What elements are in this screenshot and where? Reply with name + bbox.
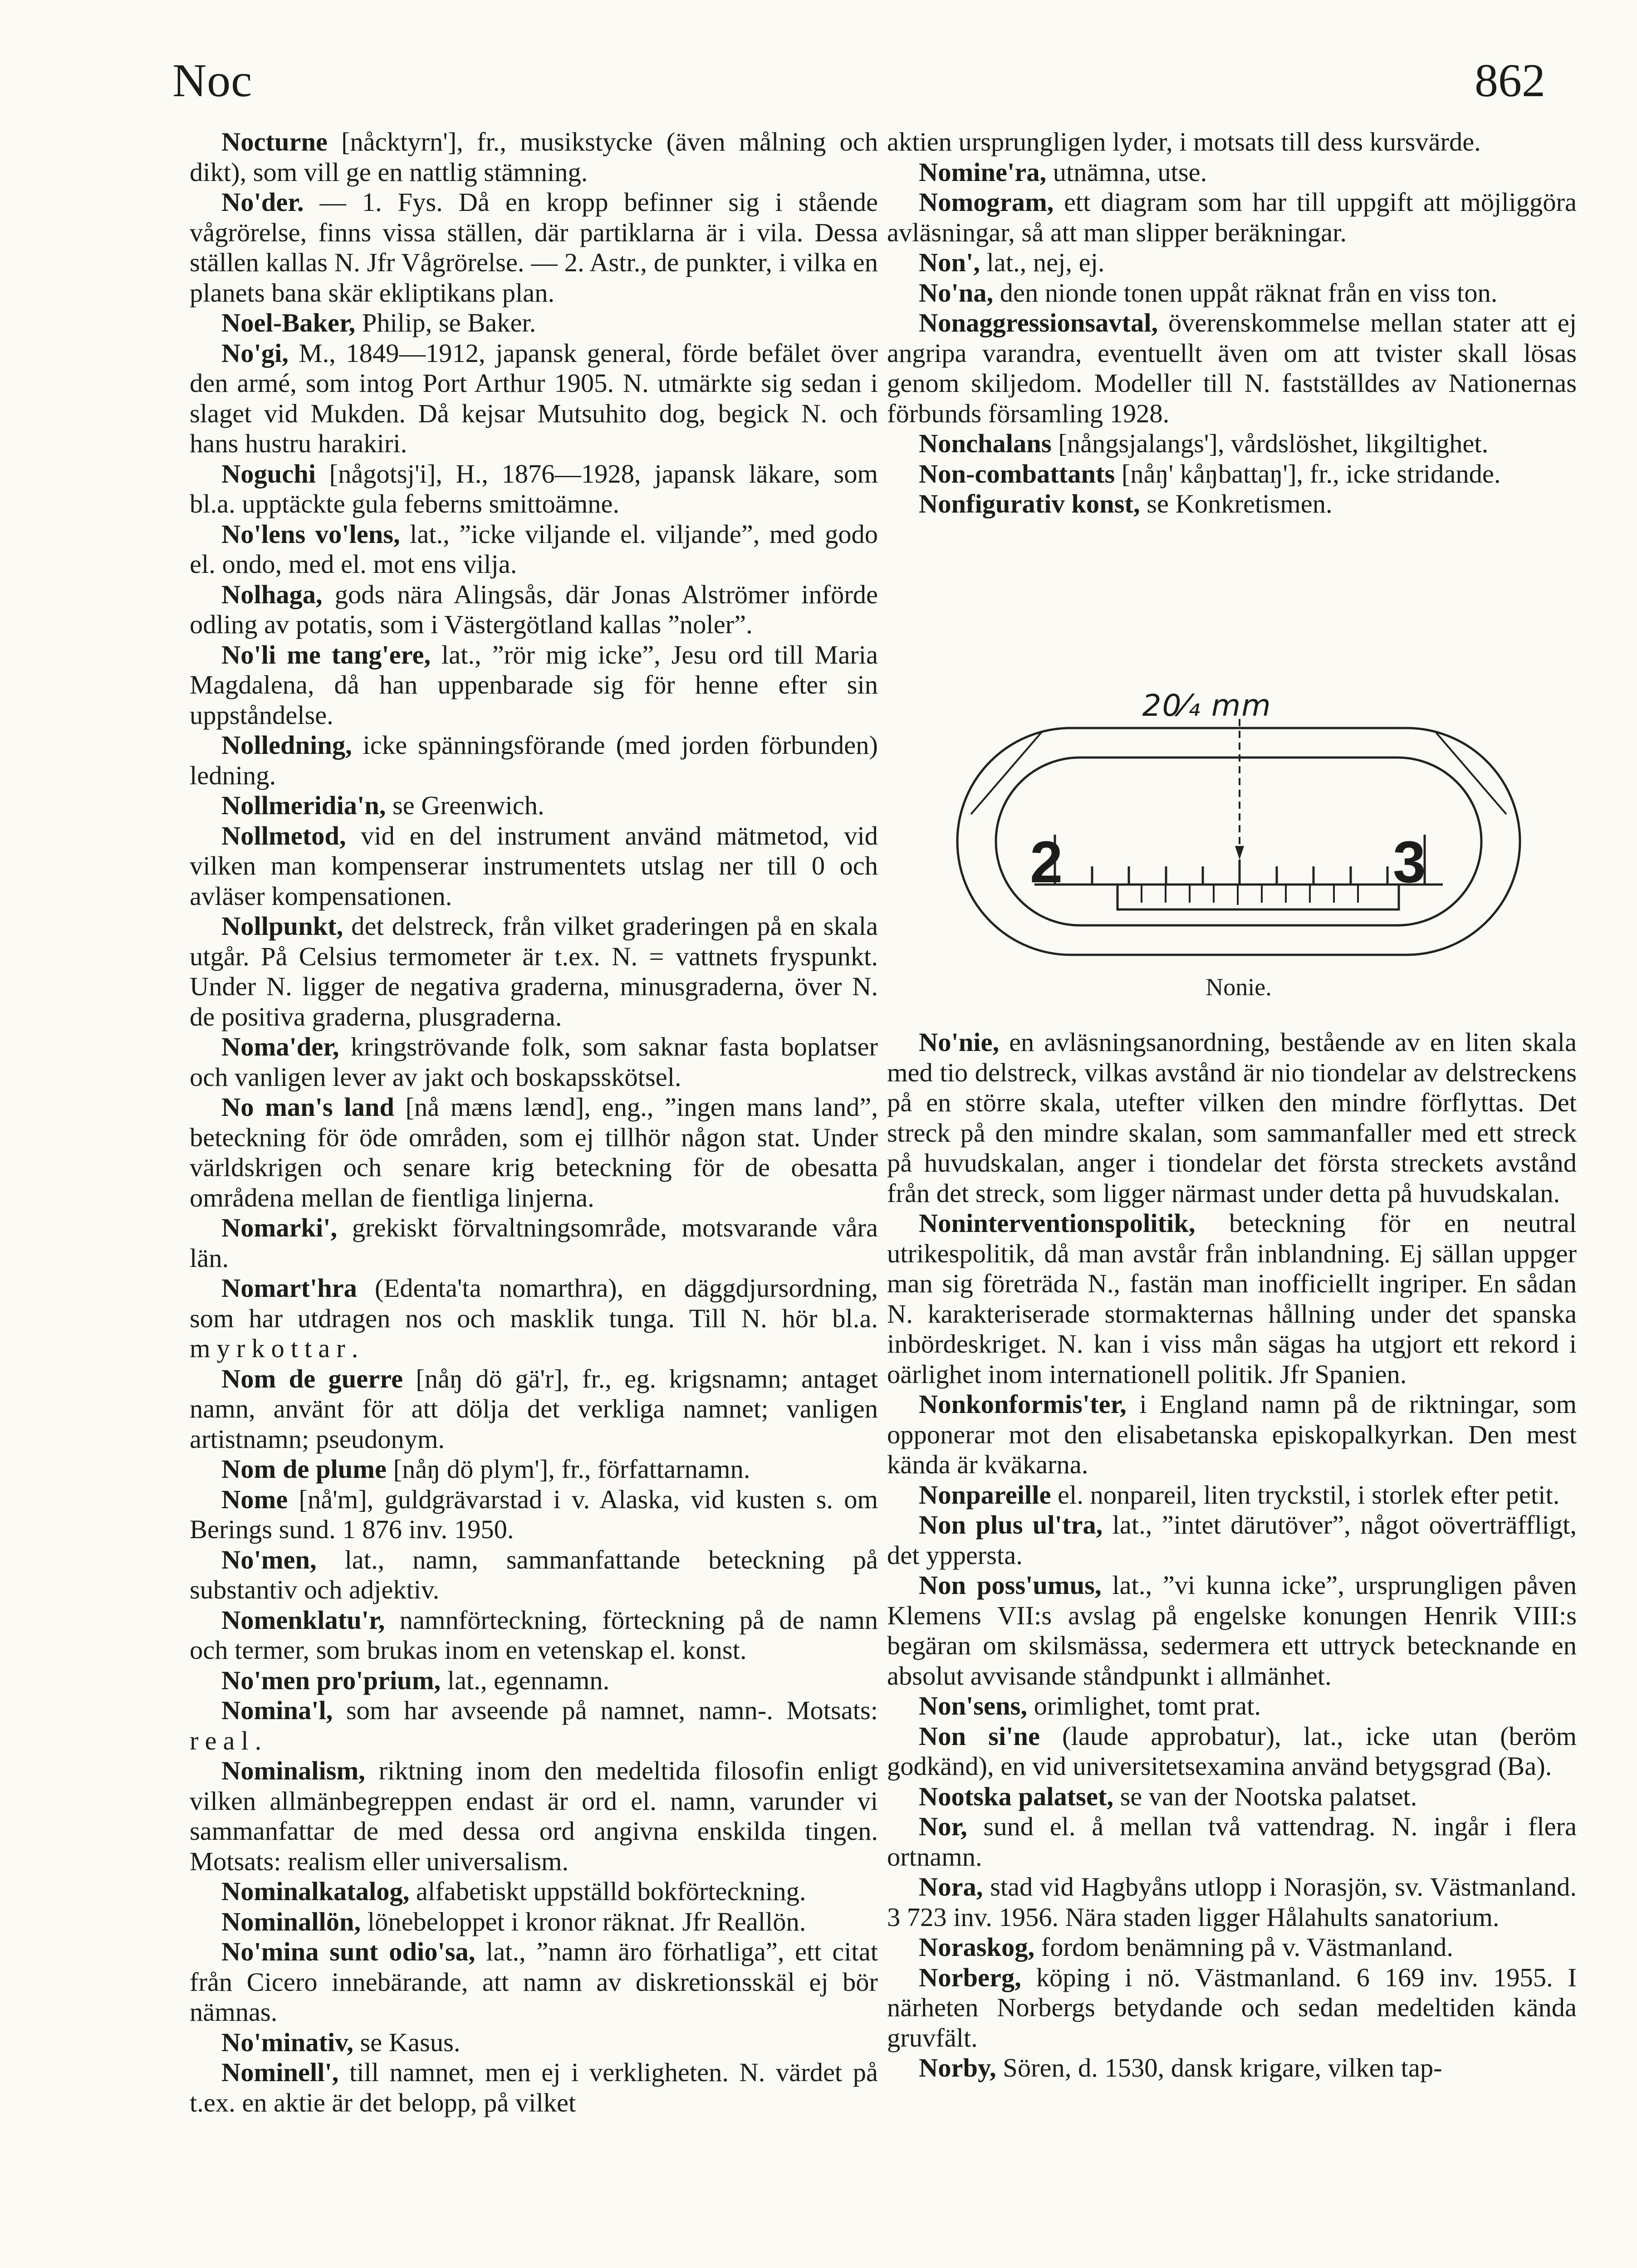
entry-text: som har avseende på namnet, namn-. Motsats: [333, 1696, 878, 1725]
entry-text: lönebeloppet i kronor räknat. Jfr Reallön. [361, 1906, 806, 1936]
dictionary-entry [887, 1782, 1577, 1812]
entry-headword: Nominalkatalog, [221, 1877, 410, 1906]
dictionary-entry [887, 1208, 1577, 1389]
entry-headword: No'minativ, [221, 2027, 353, 2057]
entry-headword: Nocturne [221, 127, 328, 156]
entry-headword: No'li me tang'ere, [221, 640, 431, 670]
entry-headword: Nolhaga, [221, 579, 323, 609]
dictionary-entry [887, 1963, 1577, 2053]
dictionary-entry [190, 127, 878, 187]
dictionary-entry [190, 1092, 878, 1213]
dictionary-entry [190, 1364, 878, 1455]
entry-headword: Nomogram, [919, 187, 1054, 217]
entry-headword: Nomarki', [221, 1213, 338, 1242]
entry-text: lat., namn, sammanfattande beteckning på substantiv och adjektiv. [190, 1545, 878, 1604]
entry-headword: Nominalism, [221, 1756, 365, 1785]
page-number: 862 [1475, 54, 1545, 107]
entry-headword: Nomina'l, [221, 1696, 333, 1725]
entry-headword: Non-combattants [919, 459, 1115, 489]
dictionary-entry [887, 1812, 1577, 1872]
dictionary-entry [190, 187, 878, 308]
dictionary-entry [190, 1485, 878, 1545]
entry-text: namnförteckning, förteckning på de namn och termer, som brukas inom en vetenskap el. konst. [190, 1605, 878, 1665]
entry-headword: Nom de plume [221, 1454, 387, 1484]
entry-headword: Nonaggressionsavtal, [919, 308, 1158, 337]
dictionary-entry [887, 157, 1577, 188]
entry-headword: Nomenklatu'r, [221, 1605, 385, 1635]
entry-headword: Nollmetod, [221, 821, 346, 850]
entry-text: stad vid Hagbyåns utlopp i Norasjön, sv. Västmanland. 3 723 inv. 1956. Nära staden ligger Hålahults sanatorium. [887, 1872, 1577, 1932]
dictionary-entry [190, 580, 878, 640]
left-column [190, 127, 878, 2118]
dictionary-entry [190, 1273, 878, 1364]
entry-text: (laude approbatur), lat., icke utan (beröm godkänd), en vid universitetsexamina använd betygsgrad (Ba). [887, 1721, 1577, 1781]
entry-text: riktning inom den medeltida filosofin enligt vilken allmänbegreppen endast är ord el. namn, varunder vi sammanfattar de med dessa ord angivna enskilda tingen. Motsats: realism eller universalism. [190, 1756, 878, 1876]
dictionary-entry [190, 1666, 878, 1696]
entry-headword: No'nie, [919, 1027, 1000, 1057]
entry-headword: Nora, [919, 1872, 983, 1901]
dictionary-entry [887, 429, 1577, 459]
entry-headword: Non si'ne [919, 1721, 1040, 1751]
entry-text: M., 1849—1912, japansk general, förde befälet över den armé, som intog Port Arthur 1905. N. utmärkte sig sedan i slaget vid Mukden. Då kejsar Mutsuhito dog, begick N. och hans hustru harakiri. [190, 338, 878, 458]
dictionary-entry [190, 519, 878, 580]
dictionary-entry [190, 2028, 878, 2058]
dictionary-entry [190, 640, 878, 731]
dictionary-entry [887, 2053, 1577, 2083]
dictionary-entry [887, 1027, 1577, 1208]
entry-headword: Norby, [919, 2053, 996, 2082]
entry-text: den nionde tonen uppåt räknat från en viss ton. [993, 278, 1498, 308]
entry-text: [nångsjalangs'], vårdslöshet, likgiltighet. [1051, 429, 1489, 458]
entry-headword: Noninterventionspolitik, [919, 1208, 1196, 1238]
vernier-plate [1117, 885, 1399, 909]
entry-text: ett diagram som har till uppgift att möjliggöra avläsningar, så att man slipper beräkningar. [887, 187, 1577, 247]
entry-text: se Greenwich. [386, 791, 544, 820]
entry-text: (Edenta'ta nomarthra), en däggdjursordning, som har utdragen nos och masklik tunga. Till N. hör bl.a. [190, 1273, 878, 1333]
dictionary-entry [887, 187, 1577, 248]
entry-headword: No'men pro'prium, [221, 1665, 441, 1695]
entry-headword: Non poss'umus, [919, 1570, 1102, 1600]
entry-headword: Non', [919, 248, 980, 277]
entry-text: [nåcktyrn'], fr., musikstycke (även målning och dikt), som vill ge en nattlig stämning. [190, 127, 878, 187]
figure-caption: Nonie. [1206, 973, 1272, 1001]
entry-headword: No'na, [919, 278, 994, 308]
entry-text: grekiskt förvaltningsområde, motsvarande våra län. [190, 1213, 878, 1273]
entry-text: se Konkretismen. [1140, 489, 1333, 518]
entry-text: beteckning för en neutral utrikespolitik, då man avstår från inblandning. Ej sällan uppger man sig företräda N., fastän man inofficiellt ingriper. En sådan N. karakteriserade stormakternas hållning under det spanska inbördeskriget. N. kan i viss mån sägas ha utgjort ett rekord i oärlighet inom internationell politik. Jfr Spanien. [887, 1208, 1577, 1389]
entry-headword: Nonkonformis'ter, [919, 1389, 1127, 1419]
dictionary-entry [887, 1872, 1577, 1932]
dictionary-entry [190, 1032, 878, 1092]
entry-text: vid en del instrument använd mätmetod, vid vilken man kompenserar instrumentets utslag ner till 0 och avläser kompensationen. [190, 821, 878, 911]
dictionary-entry [190, 1937, 878, 2028]
entry-text: [nå'm], guldgrävarstad i v. Alaska, vid kusten s. om Berings sund. 1 876 inv. 1950. [190, 1484, 878, 1544]
entry-text: [någotsj'i], H., 1876—1928, japansk läkare, som bl.a. upptäckte gula feberns smittoämne. [190, 459, 878, 518]
figure-number-left: 2 [1030, 829, 1063, 895]
entry-spaced-term: myrkottar [190, 1334, 352, 1363]
entry-tail: . [255, 1725, 262, 1755]
indicator-arrow [1235, 846, 1244, 860]
dictionary-entry [887, 1691, 1577, 1721]
entry-text: Sören, d. 1530, dansk krigare, vilken tap- [996, 2053, 1442, 2082]
entry-headword: No man's land [221, 1092, 394, 1122]
entry-text: lat., ”intet därutöver”, något oöverträffligt, det yppersta. [887, 1510, 1577, 1570]
dictionary-entry [190, 1454, 878, 1485]
dictionary-entry [190, 1877, 878, 1907]
entry-text: kringströvande folk, som saknar fasta boplatser och vanligen lever av jakt och boskapsskötsel. [190, 1032, 878, 1092]
entry-headword: Nom de guerre [221, 1364, 403, 1393]
dictionary-entry [190, 791, 878, 821]
entry-headword: Nootska palatset, [919, 1781, 1114, 1811]
entry-headword: Nominallön, [221, 1906, 361, 1936]
entry-text: lat., ”vi kunna icke”, ursprungligen påven Klemens VII:s avslag på engelske konungen Henrik VIII:s begäran om skilsmässa, sedermera ett uttryck betecknande en absolut avvisande ståndpunkt i allmänhet. [887, 1570, 1577, 1691]
entry-text: fordom benämning på v. Västmanland. [1034, 1932, 1453, 1962]
dictionary-entry [190, 1545, 878, 1605]
dictionary-entry [190, 821, 878, 912]
dictionary-entry [887, 489, 1577, 519]
entry-headword: Norberg, [919, 1962, 1021, 1992]
entry-headword: Nonpareille [919, 1480, 1051, 1510]
dictionary-entry [190, 1696, 878, 1756]
entry-headword: Nominell', [221, 2058, 339, 2087]
entry-text: el. nonpareil, liten tryckstil, i storlek efter petit. [1051, 1480, 1560, 1510]
entry-headword: No'gi, [221, 338, 289, 368]
entry-headword: Noguchi [221, 459, 316, 489]
entry-text: lat., ”icke viljande el. viljande”, med godo el. ondo, med el. mot ens vilja. [190, 519, 878, 579]
entry-text: — 1. Fys. Då en kropp befinner sig i stående vågrörelse, finns vissa ställen, där partiklarna är i vila. Dessa ställen kallas N. Jfr Vågrörelse. — 2. Astr., de punkter, i vilka en planets bana skär ekliptikans plan. [190, 187, 878, 308]
entry-text: [nå mæns lænd], eng., ”ingen mans land”, beteckning för öde områden, som ej tillhör någon stat. Under världskrigen och senare krig beteckning för de obesatta områdena mellan de fientliga linjerna. [190, 1092, 878, 1212]
dictionary-entry [887, 1510, 1577, 1570]
vernier-figure [944, 678, 1534, 1014]
dictionary-entry [887, 248, 1577, 278]
entry-text: alfabetiskt uppställd bokförteckning. [409, 1877, 806, 1906]
entry-headword: Nonchalans [919, 429, 1052, 458]
dictionary-entry [190, 2058, 878, 2118]
entry-headword: Nor, [919, 1812, 967, 1841]
dictionary-entry [887, 1570, 1577, 1691]
dictionary-entry [190, 911, 878, 1032]
right-column-top [887, 127, 1577, 519]
entry-headword: Nollpunkt, [221, 911, 343, 941]
vernier-ticks [1142, 885, 1358, 905]
dictionary-entry [190, 338, 878, 459]
dictionary-entry [190, 308, 878, 338]
dictionary-entry [190, 459, 878, 519]
entry-text: Philip, se Baker. [355, 308, 536, 337]
dictionary-entry [887, 1932, 1577, 1963]
entry-headword: Nolledning, [221, 730, 352, 760]
dictionary-entry [887, 1480, 1577, 1510]
guide-word: Noc [172, 54, 253, 107]
entry-text: överenskommelse mellan stater att ej angripa varandra, eventuellt även om att tvister skall lösas genom skiljedom. Modeller till N. fastställdes av Nationernas förbunds församling 1928. [887, 308, 1577, 428]
entry-text: [nåŋ dö plym'], fr., författarnamn. [387, 1454, 750, 1484]
entry-text: gods nära Alingsås, där Jonas Alströmer införde odling av potatis, som i Västergötland kallas ”noler”. [190, 579, 878, 639]
figure-scale-label: 20⁄₄ mm [1142, 688, 1272, 723]
entry-text: [nåŋ dö gä'r], fr., eg. krigsnamn; antaget namn, använt för att dölja det verkliga namnet; vanligen artistnamn; pseudonym. [190, 1364, 878, 1454]
dictionary-entry [190, 1756, 878, 1877]
entry-spaced-term: real [190, 1725, 255, 1755]
entry-headword: No'lens vo'lens, [221, 519, 400, 549]
entry-text: [nåŋ' kåŋbattaŋ'], fr., icke stridande. [1115, 459, 1501, 489]
entry-tail: . [351, 1334, 358, 1363]
dictionary-entry [190, 730, 878, 791]
figure-number-right: 3 [1393, 829, 1426, 895]
entry-headword: Noraskog, [919, 1932, 1035, 1962]
entry-text: lat., ”rör mig icke”, Jesu ord till Maria Magdalena, då han uppenbarade sig för henne efter sin uppståndelse. [190, 640, 878, 730]
entry-text: se van der Nootska palatset. [1113, 1781, 1417, 1811]
entry-text: sund el. å mellan två vattendrag. N. ingår i flera ortnamn. [887, 1812, 1577, 1872]
entry-headword: Noma'der, [221, 1032, 339, 1061]
entry-text: orimlighet, tomt prat. [1027, 1691, 1261, 1721]
dictionary-entry [190, 1605, 878, 1666]
entry-headword: Non'sens, [919, 1691, 1027, 1721]
entry-headword: No'mina sunt odio'sa, [221, 1937, 475, 1966]
right-column-bottom [887, 1027, 1577, 2083]
entry-text: i England namn på de riktningar, som opponerar mot den elisabetanska episkopalkyrkan. Den mest kända är kväkarna. [887, 1389, 1577, 1479]
entry-text: lat., ”namn äro förhatliga”, ett citat från Cicero innebärande, att namn av diskretionsskäl ej bör nämnas. [190, 1937, 878, 2027]
entry-headword: Non plus ul'tra, [919, 1510, 1103, 1540]
dictionary-entry [887, 1721, 1577, 1782]
entry-text: till namnet, men ej i verkligheten. N. värdet på t.ex. en aktie är det belopp, på vilket [190, 2058, 878, 2117]
entry-text: köping i nö. Västmanland. 6 169 inv. 1955. I närheten Norbergs betydande och sedan medeltiden kända gruvfält. [887, 1962, 1577, 2053]
entry-text: utnämna, utse. [1046, 157, 1207, 187]
entry-headword: No'men, [221, 1545, 317, 1574]
entry-headword: Noel-Baker, [221, 308, 356, 337]
entry-text: en avläsningsanordning, bestående av en liten skala med tio delstreck, vilkas avstånd är nio tiondelar av delstreckens på en större skala, utefter vilken den mindre förflyttas. Det streck på den mindre skalan, som sammanfaller med ett streck på huvudskalan, anger i tiondelar det första streckets avstånd från det streck, som ligger närmast under detta på huvudskalan. [887, 1027, 1577, 1208]
dictionary-entry [887, 308, 1577, 429]
entry-headword: Nomine'ra, [919, 157, 1047, 187]
dictionary-entry [190, 1213, 878, 1273]
entry-text: lat., egennamn. [441, 1665, 610, 1695]
entry-text: icke spänningsförande (med jorden förbunden) ledning. [190, 730, 878, 790]
dictionary-entry [887, 1389, 1577, 1480]
dictionary-entry [887, 459, 1577, 489]
entry-text: det delstreck, från vilket graderingen på en skala utgår. På Celsius termometer är t.ex. N. = vattnets fryspunkt. Under N. ligger de negativa graderna, minusgraderna, över N. de positiva graderna, plusgraderna. [190, 911, 878, 1031]
entry-text: lat., nej, ej. [980, 248, 1105, 277]
entry-text: se Kasus. [353, 2027, 461, 2057]
entry-headword: Nomart'hra [221, 1273, 357, 1303]
dictionary-entry [190, 1907, 878, 1937]
entry-text: aktien ursprungligen lyder, i motsats till dess kursvärde. [887, 127, 1481, 156]
dictionary-entry [887, 127, 1577, 157]
entry-headword: No'der. [221, 187, 304, 217]
dictionary-entry [887, 278, 1577, 308]
entry-headword: Nollmeridia'n, [221, 791, 386, 820]
entry-headword: Nonfigurativ konst, [919, 489, 1140, 518]
entry-headword: Nome [221, 1484, 288, 1514]
